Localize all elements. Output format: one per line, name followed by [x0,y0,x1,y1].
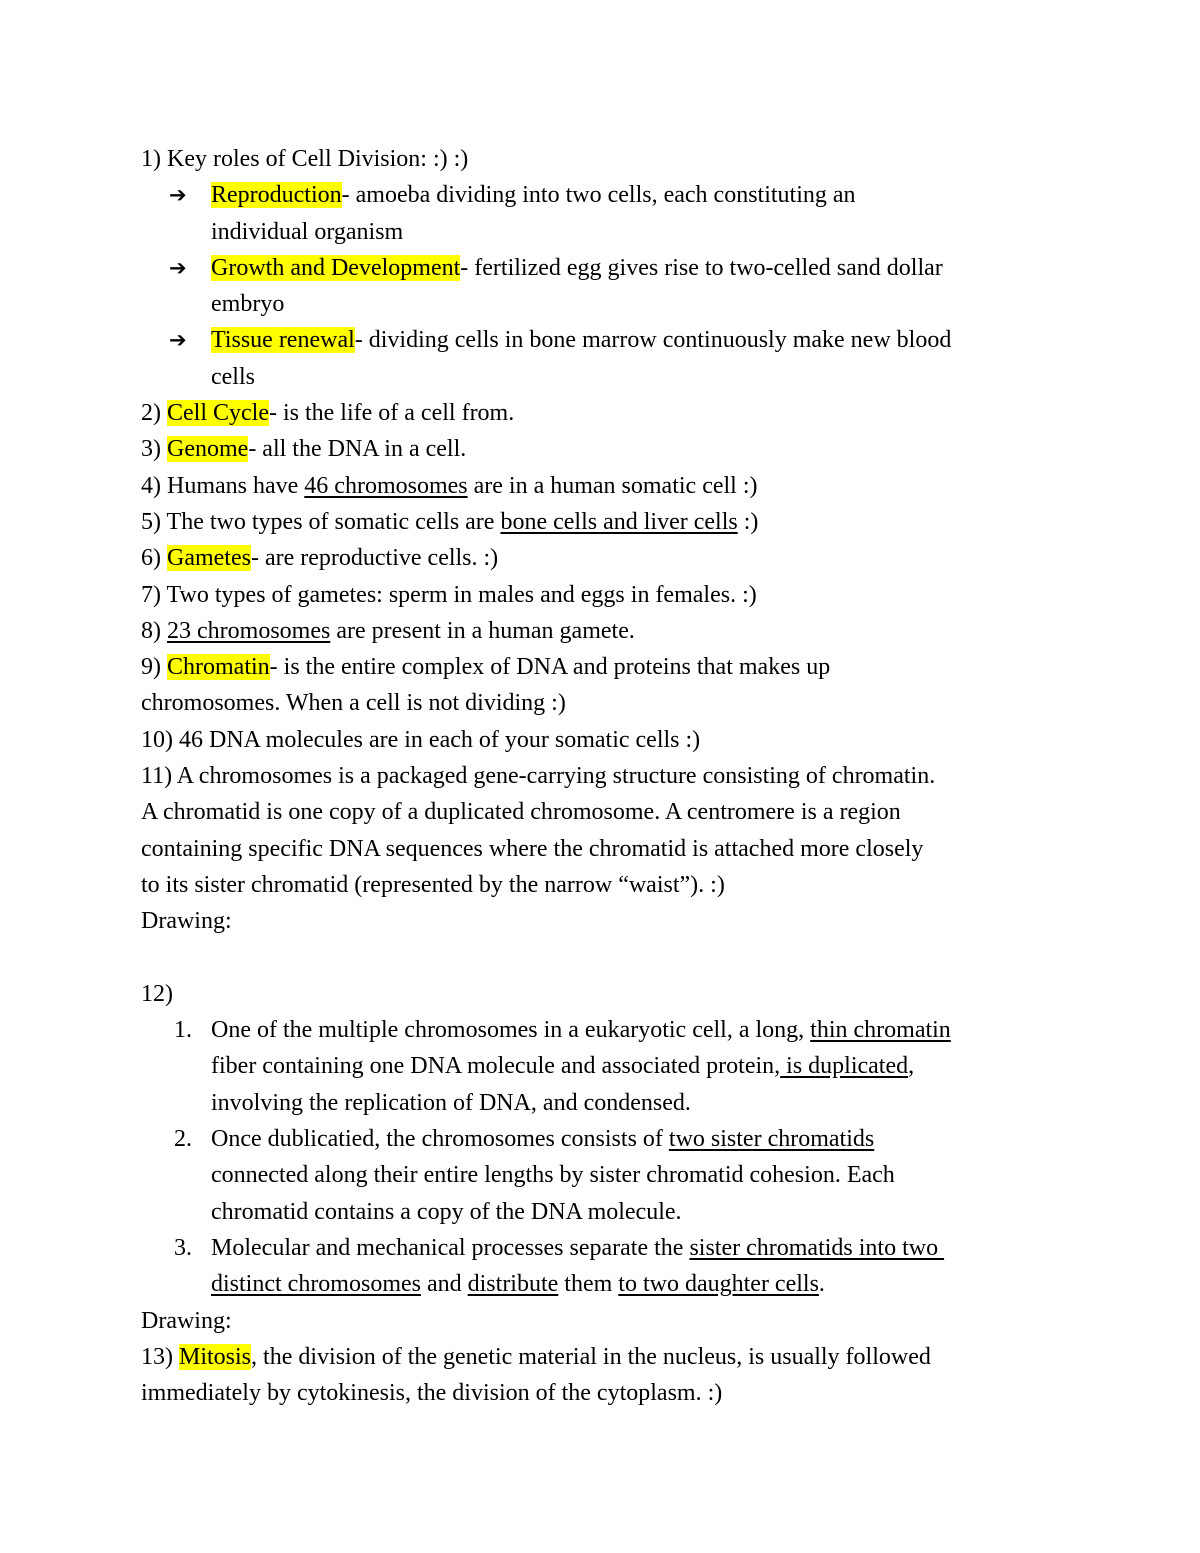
underlined-answer: two sister chromatids [668,1126,875,1153]
list-item: 3. Molecular and mechanical processes separate the sister chromatids into two distinct chromosomes and distribute them to two daughter cells. [141,1230,1080,1303]
role-desc-cont: cells [211,363,255,390]
item-3: 3) Genome- all the DNA in a cell. [141,436,467,463]
role-desc: - amoeba dividing into two cells, each constituting an [341,182,856,209]
list-number: 1. [174,1017,192,1044]
drawing-label: Drawing: [141,908,232,935]
item-6: 6) Gametes- are reproductive cells. :) [141,545,499,572]
role-desc: - fertilized egg gives rise to two-celled sand dollar [460,254,943,281]
list-number: 3. [174,1234,192,1261]
arrow-bullet-icon: ➔ [169,328,187,353]
item-5: 5) The two types of somatic cells are bone cells and liver cells :) [141,508,759,535]
underlined-answer: 46 chromosomes [304,472,468,499]
blank-line [141,940,1080,976]
highlight-term: Genome [167,436,249,463]
underlined-answer: sister chromatids into two [689,1234,945,1261]
role-item-tissue-renewal [141,322,1080,395]
underlined-answer: 23 chromosomes [167,617,331,644]
highlight-term: Cell Cycle [167,400,269,427]
item-13: 13) Mitosis, the division of the genetic material in the nucleus, is usually followed [141,1343,931,1370]
highlight-term: Gametes [167,545,251,572]
role-desc: - dividing cells in bone marrow continuously make new blood [354,327,952,354]
item-7: 7) Two types of gametes: sperm in males and eggs in females. :) [141,581,757,608]
underlined-answer: is duplicated [780,1053,909,1080]
highlight-term: Reproduction [211,182,342,209]
item-10: 10) 46 DNA molecules are in each of your somatic cells :) [141,726,701,753]
item-12-heading: 12) [141,980,173,1007]
role-item-growth [141,250,1080,323]
highlight-term: Growth and Development [211,254,461,281]
heading-key-roles: 1) Key roles of Cell Division: :) :) [141,146,469,172]
item-11-line: 11) A chromosomes is a packaged gene-carrying structure consisting of chromatin. [141,763,936,790]
highlight-term: Chromatin [167,654,270,681]
item-2: 2) Cell Cycle- is the life of a cell from. [141,400,515,427]
underlined-answer: to two daughter cells [618,1271,819,1298]
item-13-cont: immediately by cytokinesis, the division of the cytoplasm. :) [141,1380,723,1407]
item-11-line: A chromatid is one copy of a duplicated chromosome. A centromere is a region [141,799,901,826]
item-8: 8) 23 chromosomes are present in a human gamete. [141,617,635,644]
underlined-answer: distinct chromosomes [211,1271,421,1298]
role-desc-cont: individual organism [211,218,404,245]
item-11-line: containing specific DNA sequences where the chromatid is attached more closely [141,835,924,862]
underlined-answer: bone cells and liver cells [500,508,738,535]
drawing-label-2: Drawing: [141,1307,232,1334]
list-item: 1. One of the multiple chromosomes in a eukaryotic cell, a long, thin chromatin fiber containing one DNA molecule and associated protein, is duplicated, involving the replication of DNA, and condensed. [141,1012,1080,1121]
item-11-line: to its sister chromatid (represented by the narrow “waist”). :) [141,871,725,898]
item-9-cont: chromosomes. When a cell is not dividing :) [141,690,566,717]
highlight-term: Mitosis [179,1343,252,1370]
highlight-term: Tissue renewal [211,327,355,354]
role-desc-cont: embryo [211,291,285,318]
list-number: 2. [174,1126,192,1153]
underlined-answer: distribute [467,1271,559,1298]
underlined-answer: thin chromatin [810,1017,951,1044]
list-item: 2. Once dublicatied, the chromosomes consists of two sister chromatids connected along their entire lengths by sister chromatid cohesion. Each chromatid contains a copy of the DNA molecule. [141,1121,1080,1230]
arrow-bullet-icon: ➔ [169,255,187,280]
role-item-reproduction [141,177,1080,250]
item-9: 9) Chromatin- is the entire complex of DNA and proteins that makes up [141,654,831,681]
arrow-bullet-icon: ➔ [169,183,187,208]
item-4: 4) Humans have 46 chromosomes are in a human somatic cell :) [141,472,758,499]
